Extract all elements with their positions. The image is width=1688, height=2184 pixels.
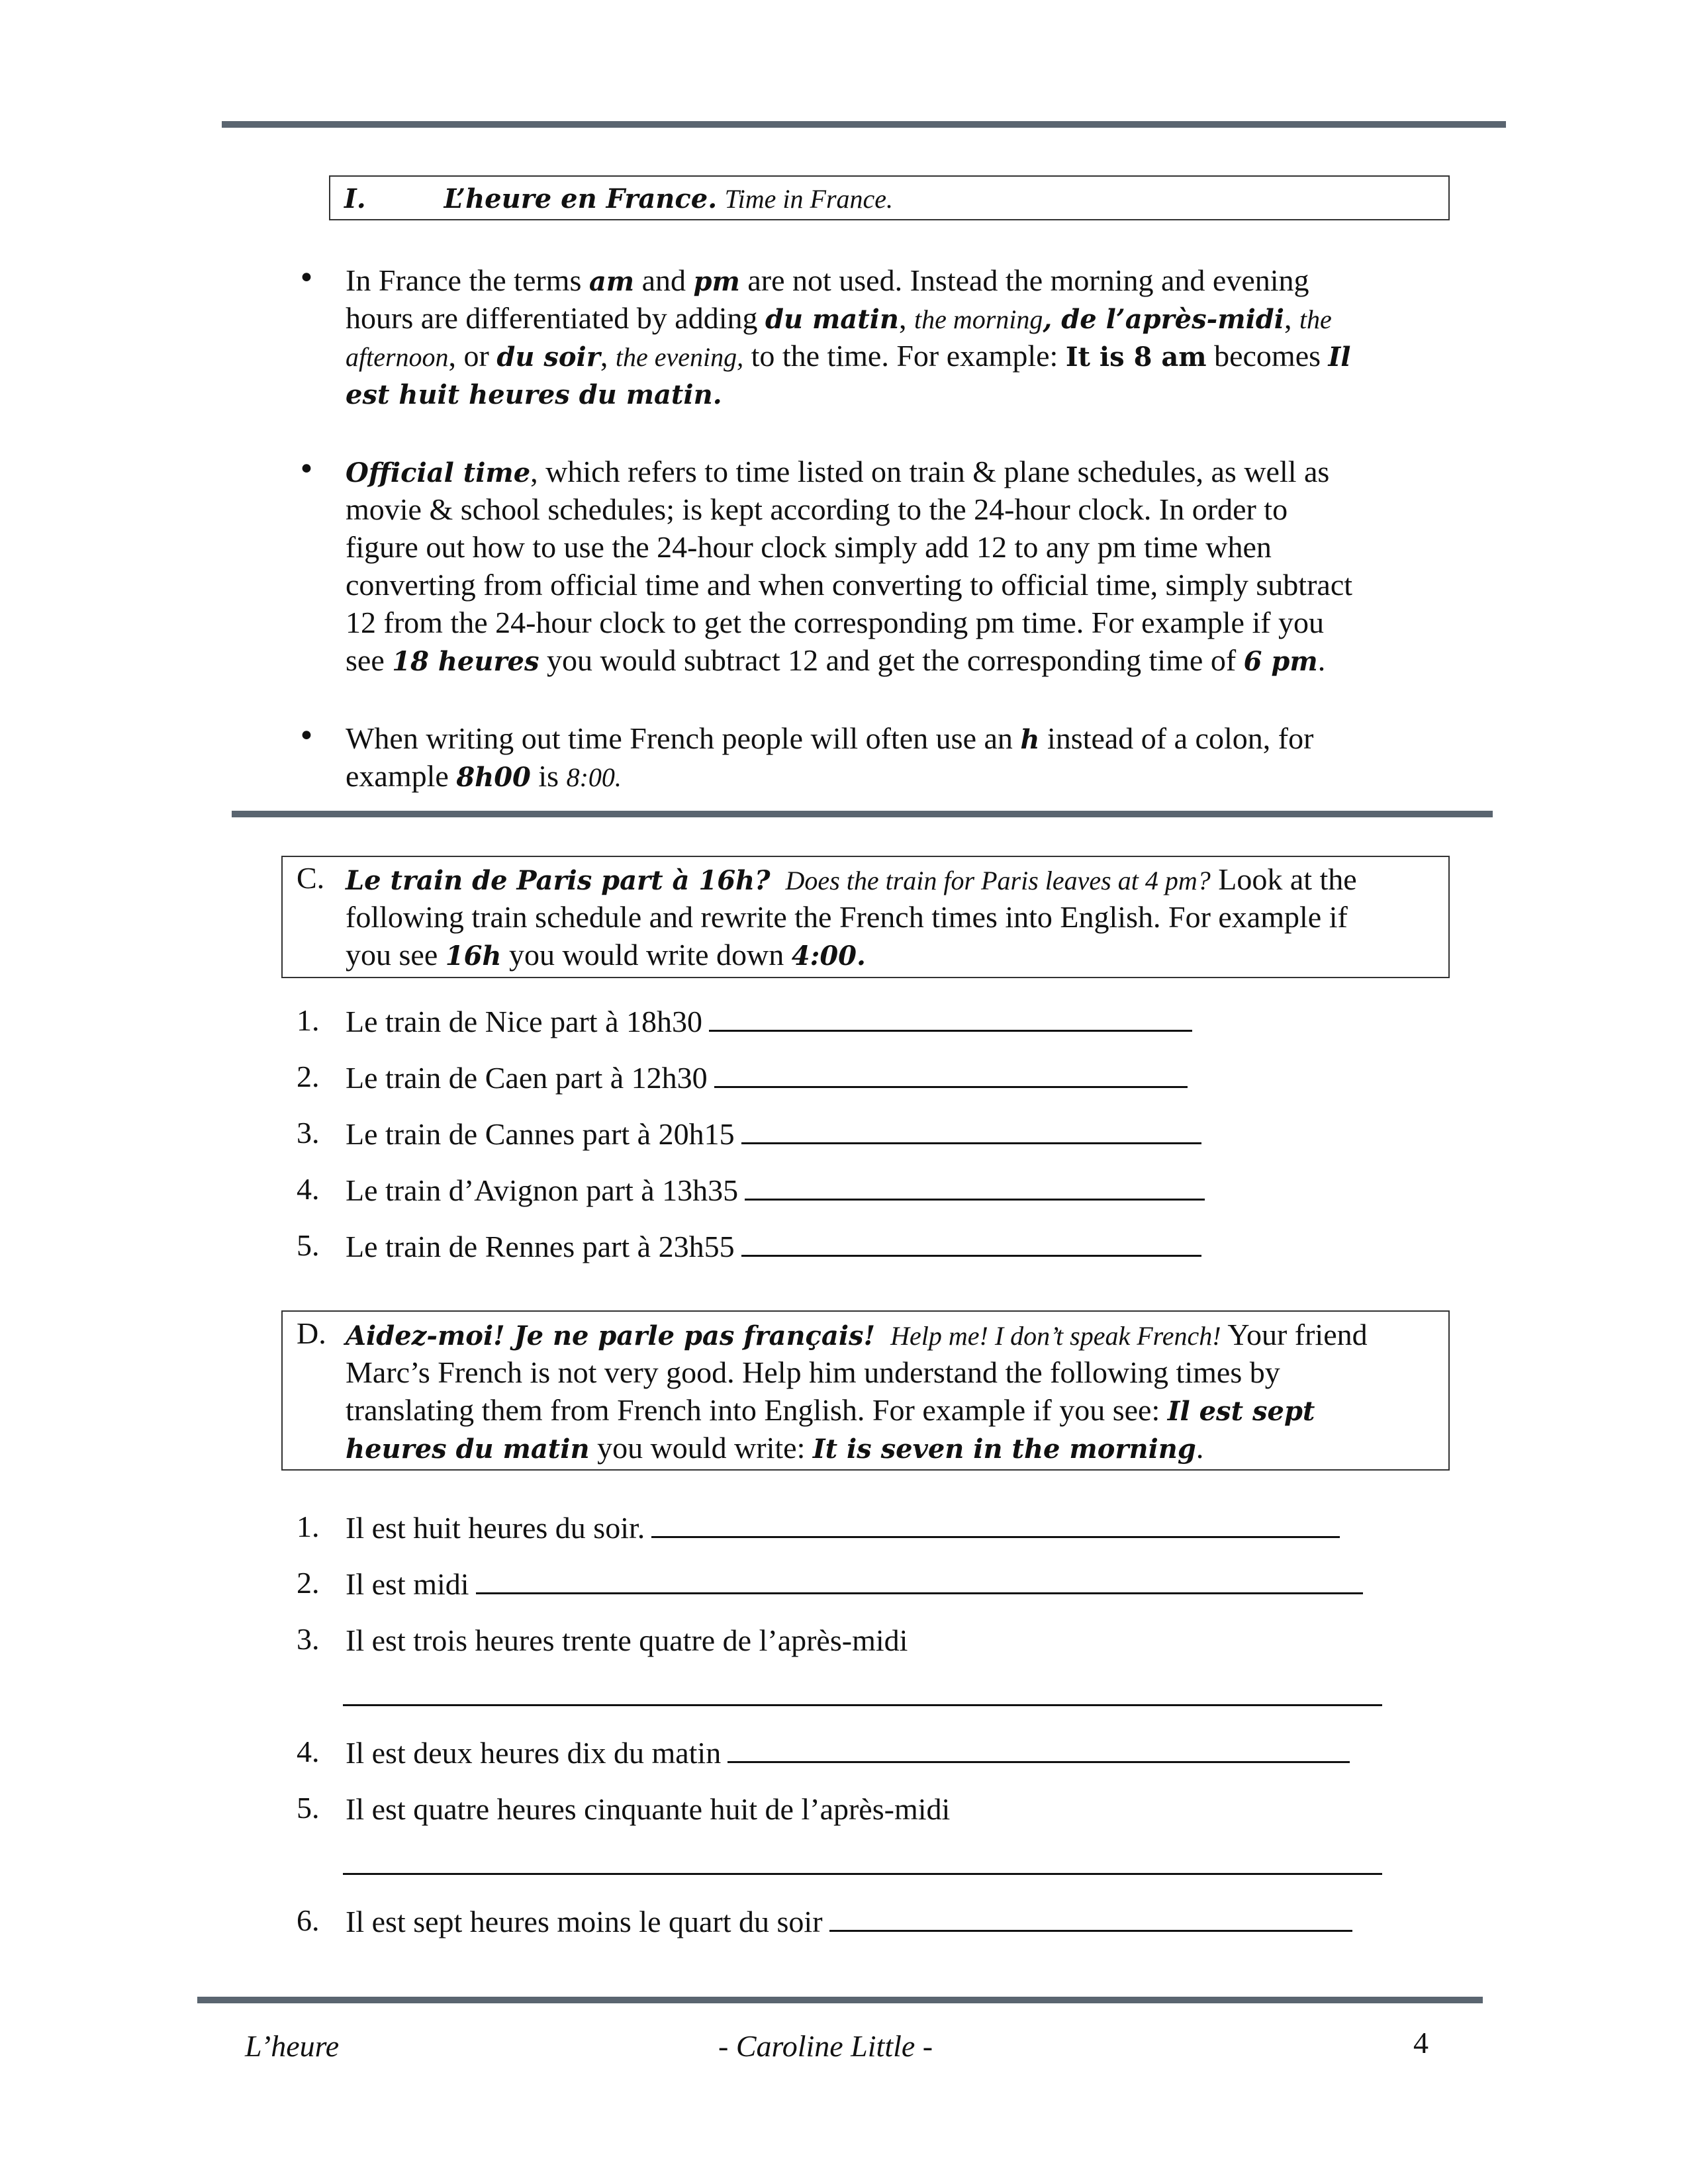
bottom-rule [197, 1997, 1483, 2003]
d-item-2-number: 2. [297, 1566, 320, 1600]
section-i-numeral: I. [344, 183, 366, 214]
d-item-5: Il est quatre heures cinquante huit de l’après-midi [346, 1792, 951, 1826]
section-d-line-4: heures du matin you would write: It is seven in the morning. [346, 1431, 1204, 1465]
section-d-line-2: Marc’s French is not very good. Help him understand the following times by [346, 1355, 1280, 1389]
bullet-1-line-4: est huit heures du matin. [346, 379, 722, 410]
d-item-4: Il est deux heures dix du matin [346, 1734, 1350, 1772]
d-item-1-number: 1. [297, 1510, 320, 1543]
d-item-6-answer-blank[interactable] [829, 1903, 1352, 1932]
bullet-2-line-3: figure out how to use the 24-hour clock simply add 12 to any pm time when [346, 530, 1272, 564]
d-item-6: Il est sept heures moins le quart du soir [346, 1903, 1352, 1940]
bullet-1-dot: • [298, 261, 315, 295]
c-item-2-answer-blank[interactable] [714, 1060, 1188, 1088]
bullet-3-line-2: example 8h00 is 8:00. [346, 759, 622, 793]
c-item-3: Le train de Cannes part à 20h15 [346, 1115, 1201, 1153]
d-item-4-answer-blank[interactable] [727, 1735, 1350, 1763]
d-item-6-number: 6. [297, 1903, 320, 1937]
bullet-3-line-1: When writing out time French people will often use an h instead of a colon, for [346, 721, 1314, 755]
section-c-line-2: following train schedule and rewrite the French times into English. For example if [346, 900, 1348, 934]
section-d-line-1: Aidez-moi! Je ne parle pas français! Help me! I don’t speak French! Your friend [346, 1318, 1368, 1351]
bullet-2-line-2: movie & school schedules; is kept according to the 24-hour clock. In order to [346, 492, 1288, 526]
c-item-4: Le train d’Avignon part à 13h35 [346, 1171, 1205, 1209]
section-c-line-3: you see 16h you would write down 4:00. [346, 938, 866, 972]
bullet-1-line-3: afternoon, or du soir, the evening, to the time. For example: It is 8 am becomes Il [346, 339, 1351, 373]
top-rule [222, 121, 1506, 128]
c-item-2-number: 2. [297, 1060, 320, 1093]
page-number: 4 [1413, 2026, 1429, 2060]
d-item-3-answer-blank[interactable] [343, 1704, 1382, 1706]
d-item-4-number: 4. [297, 1735, 320, 1768]
section-c-letter: C. [297, 861, 325, 895]
c-item-1-answer-blank[interactable] [709, 1003, 1192, 1032]
d-item-1-answer-blank[interactable] [651, 1510, 1340, 1538]
bullet-2-line-1: Official time, which refers to time listed on train & plane schedules, as well as [346, 455, 1330, 488]
bullet-3-dot: • [298, 719, 315, 753]
bullet-2-line-5: 12 from the 24-hour clock to get the corresponding pm time. For example if you [346, 606, 1325, 639]
d-item-3: Il est trois heures trente quatre de l’après-midi [346, 1623, 908, 1657]
c-item-2: Le train de Caen part à 12h30 [346, 1059, 1188, 1097]
d-item-2-answer-blank[interactable] [476, 1566, 1363, 1594]
d-item-1: Il est huit heures du soir. [346, 1509, 1340, 1547]
section-c-line-1: Le train de Paris part à 16h? Does the train for Paris leaves at 4 pm? Look at the [346, 862, 1357, 896]
d-item-5-number: 5. [297, 1791, 320, 1825]
c-item-1: Le train de Nice part à 18h30 [346, 1003, 1192, 1040]
footer-left: L’heure [245, 2029, 340, 2063]
bullet-1-line-1: In France the terms am and pm are not used. Instead the morning and evening [346, 263, 1309, 297]
c-item-1-number: 1. [297, 1003, 320, 1037]
d-item-2: Il est midi [346, 1565, 1363, 1603]
section-i-header [344, 179, 893, 218]
c-item-4-number: 4. [297, 1172, 320, 1206]
c-item-3-answer-blank[interactable] [741, 1116, 1201, 1144]
d-item-5-answer-blank[interactable] [343, 1873, 1382, 1875]
bullet-2-line-6: see 18 heures you would subtract 12 and get the corresponding time of 6 pm. [346, 643, 1326, 677]
bullet-1-line-2: hours are differentiated by adding du matin, the morning, de l’après-midi, the [346, 301, 1332, 335]
section-d-letter: D. [297, 1316, 326, 1350]
section-d-line-3: translating them from French into English. For example if you see: Il est sept [346, 1393, 1315, 1427]
c-item-5-number: 5. [297, 1228, 320, 1262]
c-item-4-answer-blank[interactable] [745, 1172, 1205, 1201]
bullet-2-dot: • [298, 453, 315, 486]
footer-center: - Caroline Little - [718, 2029, 933, 2063]
d-item-3-number: 3. [297, 1622, 320, 1656]
middle-rule [232, 811, 1493, 817]
section-i-title: L’heure en France. [444, 183, 718, 214]
section-i-subtitle: Time in France. [724, 184, 894, 214]
bullet-2-line-4: converting from official time and when converting to official time, simply subtract [346, 568, 1353, 602]
c-item-5: Le train de Rennes part à 23h55 [346, 1228, 1201, 1265]
c-item-3-number: 3. [297, 1116, 320, 1150]
c-item-5-answer-blank[interactable] [741, 1228, 1201, 1257]
